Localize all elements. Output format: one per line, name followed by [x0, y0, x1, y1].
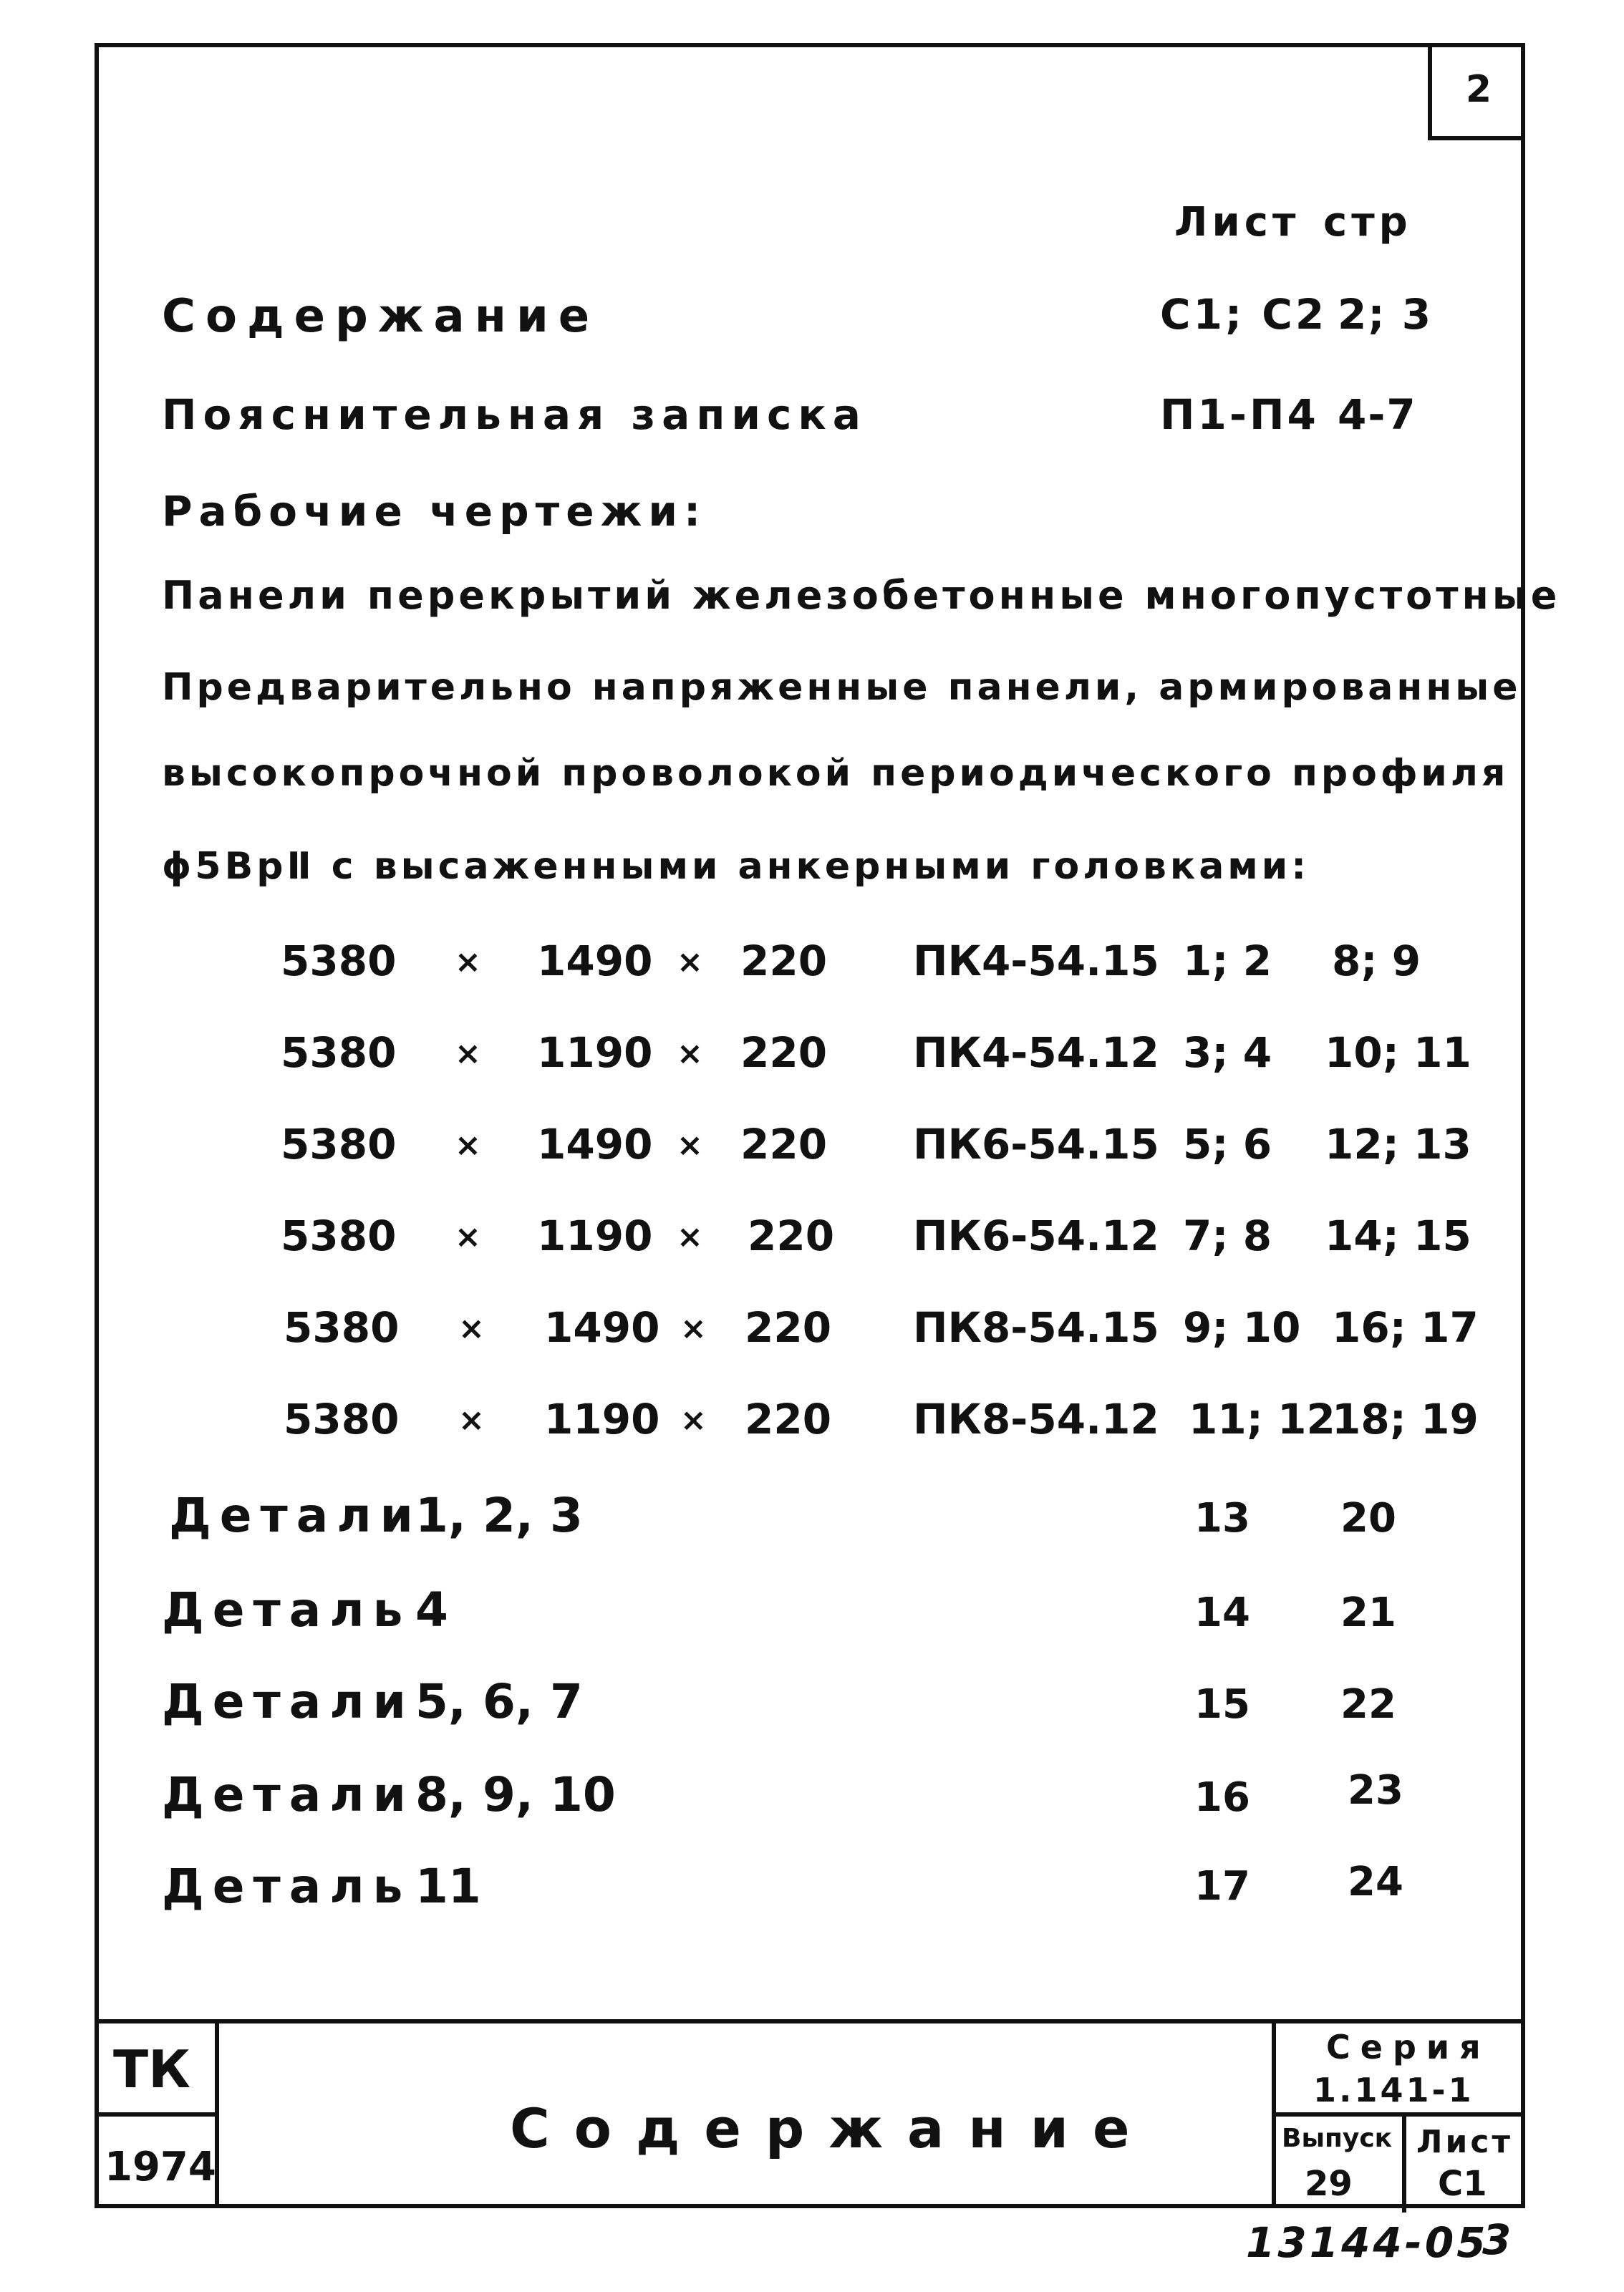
panel-page: 14; 15: [1325, 1212, 1471, 1260]
detail-label: Детали: [169, 1488, 422, 1543]
archive-page: 3: [1482, 2215, 1514, 2264]
detail-page: 20: [1340, 1495, 1396, 1542]
detail-numbers: 8, 9, 10: [415, 1767, 616, 1822]
toc-sheet-contents: С1; С2: [1160, 290, 1328, 339]
description-line-1: Предварительно напряженные панели, армированные: [162, 666, 1522, 709]
divider: [95, 2112, 215, 2117]
times-sign: ×: [677, 1219, 703, 1255]
panel-mark: ПК4-54.12: [913, 1028, 1159, 1077]
panel-sheet: 11; 12: [1189, 1395, 1335, 1444]
page-number: 2: [1428, 43, 1525, 140]
detail-sheet: 16: [1194, 1774, 1250, 1821]
panel-height: 220: [745, 1395, 832, 1444]
detail-numbers: 5, 6, 7: [415, 1674, 583, 1729]
year: 1974: [105, 2144, 216, 2190]
panel-length: 5380: [284, 1303, 400, 1352]
panel-height: 220: [740, 1120, 828, 1169]
panel-sheet: 1; 2: [1183, 937, 1272, 985]
divider: [1402, 2112, 1406, 2213]
detail-page: 23: [1348, 1767, 1403, 1814]
panel-length: 5380: [284, 1395, 400, 1444]
panel-height: 220: [740, 937, 828, 985]
section-title: Рабочие чертежи:: [162, 487, 707, 536]
detail-sheet: 14: [1194, 1590, 1250, 1636]
detail-sheet: 15: [1194, 1681, 1250, 1728]
times-sign: ×: [677, 944, 703, 980]
organization-code: ТК: [113, 2039, 190, 2099]
column-page-header: стр: [1323, 199, 1412, 246]
detail-label: Детали: [162, 1767, 415, 1822]
detail-numbers: 4: [415, 1582, 448, 1638]
panel-mark: ПК4-54.15: [913, 937, 1159, 985]
panel-sheet: 3; 4: [1183, 1028, 1272, 1077]
title-block-right: [1272, 2023, 1525, 2208]
panel-sheet: 7; 8: [1183, 1212, 1272, 1260]
detail-page: 21: [1340, 1590, 1396, 1636]
times-sign: ×: [455, 1127, 481, 1164]
times-sign: ×: [455, 1035, 481, 1072]
panel-page: 12; 13: [1325, 1120, 1471, 1169]
detail-numbers: 11: [415, 1859, 481, 1914]
panel-page: 8; 9: [1332, 937, 1421, 985]
times-sign: ×: [677, 1127, 703, 1164]
times-sign: ×: [680, 1310, 707, 1347]
times-sign: ×: [458, 1402, 485, 1438]
times-sign: ×: [677, 1035, 703, 1072]
times-sign: ×: [680, 1402, 707, 1438]
archive-number: 13144-05: [1246, 2218, 1489, 2267]
panel-length: 5380: [281, 1120, 397, 1169]
detail-numbers: 1, 2, 3: [415, 1488, 583, 1543]
series-number: 1.141-1: [1313, 2071, 1474, 2109]
panel-length: 5380: [281, 1212, 397, 1260]
panel-width: 1490: [544, 1303, 660, 1352]
detail-label: Детали: [162, 1674, 415, 1729]
panel-sheet: 9; 10: [1183, 1303, 1301, 1352]
column-sheet-header: Лист: [1174, 199, 1300, 246]
toc-title-contents: Содержание: [162, 290, 600, 343]
toc-title-note: Пояснительная записка: [162, 390, 867, 439]
panel-page: 16; 17: [1332, 1303, 1479, 1352]
panel-page: 18; 19: [1332, 1395, 1479, 1444]
subtitle: Панели перекрытий железобетонные многопустотные: [162, 573, 1561, 618]
detail-label: Деталь: [162, 1859, 412, 1914]
document-title: Содержание: [510, 2097, 1154, 2160]
divider: [1276, 2112, 1525, 2117]
panel-height: 220: [740, 1028, 828, 1077]
series-label: Серия: [1326, 2028, 1491, 2066]
panel-width: 1490: [537, 937, 653, 985]
detail-sheet: 13: [1194, 1495, 1250, 1542]
panel-height: 220: [748, 1212, 835, 1260]
panel-mark: ПК8-54.15: [913, 1303, 1159, 1352]
panel-sheet: 5; 6: [1183, 1120, 1272, 1169]
sheet-number: С1: [1438, 2164, 1487, 2204]
times-sign: ×: [458, 1310, 485, 1347]
detail-sheet: 17: [1194, 1863, 1250, 1910]
panel-length: 5380: [281, 1028, 397, 1077]
detail-page: 22: [1340, 1681, 1396, 1728]
panel-mark: ПК6-54.15: [913, 1120, 1159, 1169]
panel-width: 1190: [544, 1395, 660, 1444]
times-sign: ×: [455, 944, 481, 980]
toc-page-contents: 2; 3: [1338, 290, 1433, 339]
sheet-label: Лист: [1416, 2124, 1513, 2160]
panel-width: 1190: [537, 1028, 653, 1077]
panel-mark: ПК8-54.12: [913, 1395, 1159, 1444]
issue-number: 29: [1305, 2164, 1353, 2204]
panel-height: 220: [745, 1303, 832, 1352]
detail-page: 24: [1348, 1859, 1403, 1905]
toc-page-note: 4-7: [1338, 390, 1417, 439]
panel-length: 5380: [281, 937, 397, 985]
panel-width: 1190: [537, 1212, 653, 1260]
issue-label: Выпуск: [1282, 2124, 1393, 2153]
description-line-2: высокопрочной проволокой периодического профиля: [162, 752, 1509, 795]
panel-mark: ПК6-54.12: [913, 1212, 1159, 1260]
times-sign: ×: [455, 1219, 481, 1255]
panel-width: 1490: [537, 1120, 653, 1169]
title-block: [95, 2019, 1525, 2208]
title-block-left: [95, 2023, 219, 2208]
detail-label: Деталь: [162, 1582, 412, 1638]
panel-page: 10; 11: [1325, 1028, 1471, 1077]
toc-sheet-note: П1-П4: [1160, 390, 1319, 439]
description-line-3: ϕ5ВрⅡ с высаженными анкерными головками:: [162, 845, 1310, 888]
